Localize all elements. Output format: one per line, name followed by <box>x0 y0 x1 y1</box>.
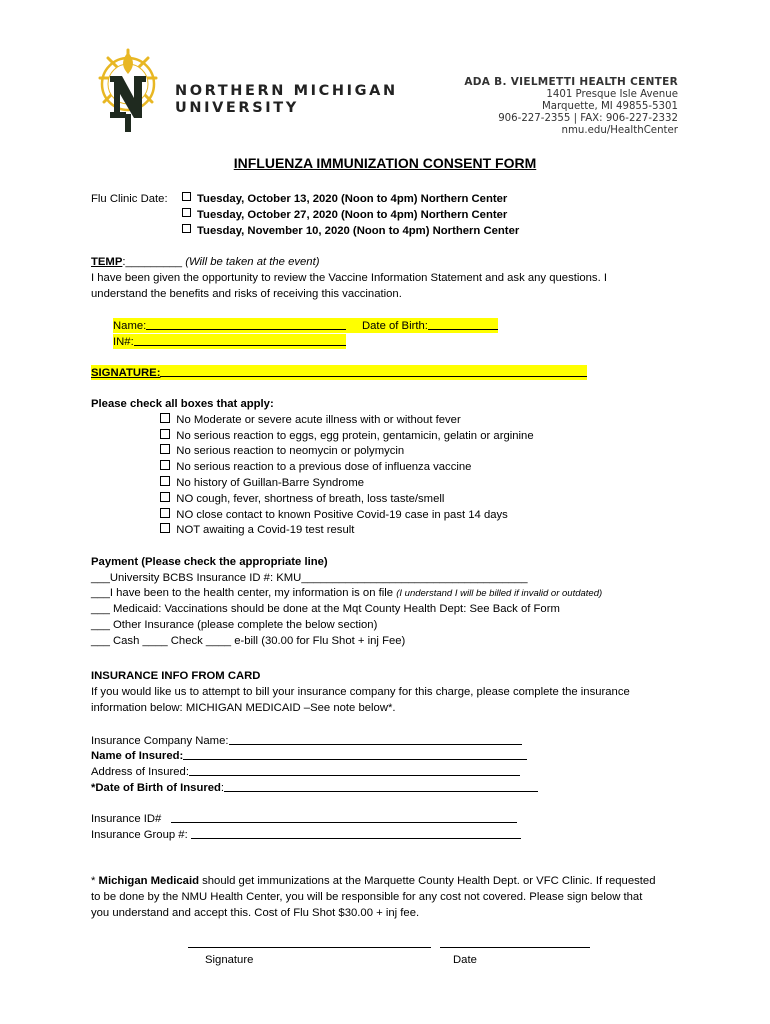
payment-option-cash-check-ebill[interactable]: ___ Cash ____ Check ____ e-bill (30.00 for Flu Shot + inj Fee) <box>91 635 406 647</box>
health-center-web: nmu.edu/HealthCenter <box>561 125 678 136</box>
insurance-id-field[interactable] <box>171 811 517 823</box>
temp-note: (Will be taken at the event) <box>185 256 320 268</box>
name-field[interactable] <box>146 318 346 330</box>
signature-caption: Signature <box>205 954 254 966</box>
insured-name-row <box>91 748 527 763</box>
insurance-company-label: Insurance Company Name: <box>91 735 229 747</box>
temp-label: TEMP <box>91 256 123 268</box>
insurance-paragraph-line1: If you would like us to attempt to bill your insurance company for this charge, please complete the insurance <box>91 686 630 698</box>
checkbox-icon[interactable] <box>160 460 170 470</box>
medicaid-note-line1: * Michigan Medicaid should get immunizations at the Marquette County Health Dept. or VFC Clinic. If requested <box>91 875 656 887</box>
checkbox-icon[interactable] <box>160 508 170 518</box>
name-label: Name: <box>113 320 147 332</box>
consent-line-1: I have been given the opportunity to review the Vaccine Information Statement and ask any questions. I <box>91 272 607 284</box>
insurance-id-row <box>91 811 517 826</box>
insurance-company-row <box>91 733 522 748</box>
payment-option-medicaid[interactable]: ___ Medicaid: Vaccinations should be done at the Mqt County Health Dept: See Back of Form <box>91 603 560 615</box>
in-row <box>113 334 346 349</box>
insurance-company-field[interactable] <box>229 733 522 745</box>
date-line[interactable] <box>440 947 590 948</box>
health-checkbox-6[interactable]: NO cough, fever, shortness of breath, loss taste/smell <box>160 492 444 506</box>
checkbox-icon[interactable] <box>182 192 191 201</box>
in-field[interactable] <box>134 334 346 346</box>
nmu-wildcat-torch-logo <box>88 44 168 136</box>
clinic-date-option-3[interactable]: Tuesday, November 10, 2020 (Noon to 4pm) Northern Center <box>182 224 519 238</box>
payment-option-bcbs[interactable]: ___University BCBS Insurance ID #: KMU____________________________________ <box>91 572 528 584</box>
checkbox-icon[interactable] <box>160 413 170 423</box>
checkboxes-heading: Please check all boxes that apply: <box>91 398 274 410</box>
clinic-date-label: Flu Clinic Date: <box>91 193 168 205</box>
form-title: INFLUENZA IMMUNIZATION CONSENT FORM <box>233 155 537 171</box>
clinic-date-option-2[interactable]: Tuesday, October 27, 2020 (Noon to 4pm) Northern Center <box>182 208 507 222</box>
checkbox-icon[interactable] <box>160 476 170 486</box>
checkbox-icon[interactable] <box>182 208 191 217</box>
consent-line-2: understand the benefits and risks of receiving this vaccination. <box>91 288 402 300</box>
insured-address-field[interactable] <box>189 764 520 776</box>
insured-dob-row: *Date of Birth of Insured: <box>91 780 538 795</box>
checkbox-icon[interactable] <box>160 444 170 454</box>
insurance-group-field[interactable] <box>191 827 521 839</box>
university-name-line1: NORTHERN MICHIGAN <box>175 83 398 99</box>
health-checkbox-5[interactable]: No history of Guillan-Barre Syndrome <box>160 476 364 490</box>
insurance-group-row <box>91 827 521 842</box>
insurance-heading: INSURANCE INFO FROM CARD <box>91 670 261 682</box>
checkbox-icon[interactable] <box>160 492 170 502</box>
insured-address-label: Address of Insured: <box>91 766 189 778</box>
health-checkbox-7[interactable]: NO close contact to known Positive Covid-19 case in past 14 days <box>160 508 508 522</box>
dob-label: Date of Birth: <box>361 320 428 332</box>
health-center-phone: 906-227-2355 | FAX: 906-227-2332 <box>498 113 678 124</box>
payment-option-on-file[interactable]: ___I have been to the health center, my information is on file (I understand I will be billed if invalid or outdated) <box>91 587 603 599</box>
signature-field[interactable] <box>160 365 587 377</box>
temp-field[interactable]: :_________ <box>122 256 183 268</box>
payment-on-file-note: (I understand I will be billed if invalid or outdated) <box>396 588 603 599</box>
name-dob-row <box>113 318 498 333</box>
insured-address-row <box>91 764 520 779</box>
insured-name-label: Name of Insured: <box>91 750 184 762</box>
health-center-name: ADA B. VIELMETTI HEALTH CENTER <box>464 76 678 88</box>
in-label: IN#: <box>113 336 134 348</box>
signature-label: SIGNATURE: <box>91 367 161 379</box>
insurance-paragraph-line2: information below: MICHIGAN MEDICAID –See note below*. <box>91 702 396 714</box>
insurance-id-label: Insurance ID# <box>91 813 162 825</box>
health-checkbox-3[interactable]: No serious reaction to neomycin or polymycin <box>160 444 404 458</box>
temp-row <box>91 255 320 269</box>
payment-heading: Payment (Please check the appropriate line) <box>91 556 328 568</box>
university-name-line2: UNIVERSITY <box>175 100 299 116</box>
insured-dob-label: *Date of Birth of Insured <box>91 782 221 794</box>
date-caption: Date <box>453 954 477 966</box>
medicaid-note-bold: Michigan Medicaid <box>98 875 199 887</box>
medicaid-note-line2: to be done by the NMU Health Center, you will be responsible for any cost not covered. Please sign below that <box>91 891 643 903</box>
clinic-date-option-1[interactable]: Tuesday, October 13, 2020 (Noon to 4pm) Northern Center <box>182 192 507 206</box>
insurance-group-label: Insurance Group #: <box>91 829 188 841</box>
health-center-address1: 1401 Presque Isle Avenue <box>546 89 678 100</box>
health-checkbox-2[interactable]: No serious reaction to eggs, egg protein, gentamicin, gelatin or arginine <box>160 429 534 443</box>
checkbox-icon[interactable] <box>160 429 170 439</box>
dob-field[interactable] <box>428 318 498 330</box>
insured-name-field[interactable] <box>183 748 527 760</box>
payment-option-other-insurance[interactable]: ___ Other Insurance (please complete the below section) <box>91 619 378 631</box>
health-checkbox-4[interactable]: No serious reaction to a previous dose of influenza vaccine <box>160 460 471 474</box>
checkbox-icon[interactable] <box>160 523 170 533</box>
medicaid-note-line3: you understand and accept this. Cost of Flu Shot $30.00 + inj fee. <box>91 907 420 919</box>
signature-line[interactable] <box>188 947 431 948</box>
health-checkbox-8[interactable]: NOT awaiting a Covid-19 test result <box>160 523 354 537</box>
checkbox-icon[interactable] <box>182 224 191 233</box>
insured-dob-field[interactable] <box>224 780 538 792</box>
health-center-address2: Marquette, MI 49855-5301 <box>541 101 678 112</box>
health-checkbox-1[interactable]: No Moderate or severe acute illness with or without fever <box>160 413 461 427</box>
signature-row <box>91 365 587 380</box>
